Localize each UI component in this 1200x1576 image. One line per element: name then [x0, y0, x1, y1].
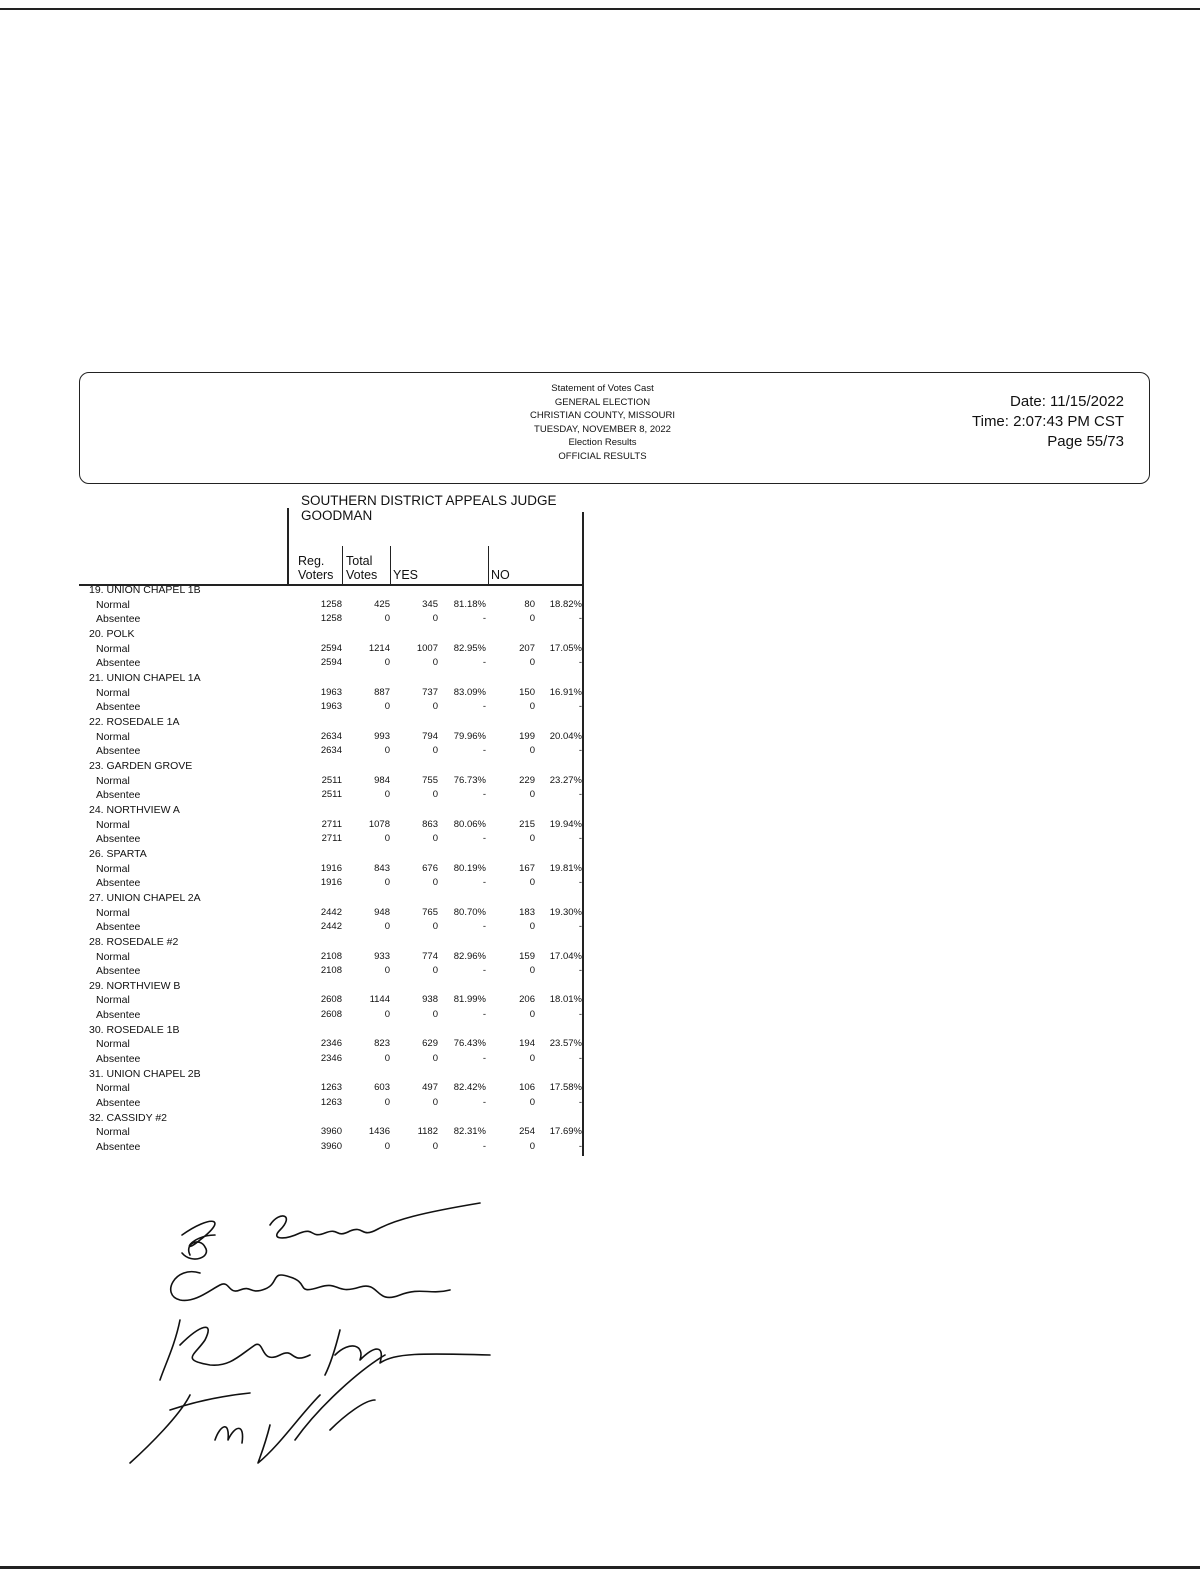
precinct-name: 24. NORTHVIEW A — [89, 803, 180, 816]
cell-no: 229 — [519, 774, 535, 786]
cell-yes-pct: 76.43% — [453, 1038, 486, 1050]
cell-yes-pct: 76.73% — [453, 774, 486, 786]
cell-total: 0 — [384, 921, 390, 933]
cell-no-pct: - — [578, 877, 582, 889]
cell-no-pct: 18.82% — [549, 598, 582, 610]
cell-total: 0 — [384, 877, 390, 889]
precinct-name: 20. POLK — [89, 627, 135, 640]
cell-yes: 1182 — [417, 1126, 438, 1138]
precinct-name: 32. CASSIDY #2 — [89, 1111, 168, 1124]
column-divider — [342, 546, 343, 584]
cell-reg: 2442 — [320, 921, 342, 933]
cell-no-pct: 23.57% — [549, 1038, 582, 1050]
table-row — [0, 1008, 600, 1023]
vote-type-label: Absentee — [96, 745, 141, 758]
cell-yes-pct: - — [482, 745, 486, 757]
cell-total: 1214 — [368, 642, 390, 654]
cell-no: 159 — [519, 950, 535, 962]
precinct-name: 28. ROSEDALE #2 — [89, 935, 179, 948]
precinct-row — [0, 1111, 600, 1126]
cell-yes: 0 — [432, 965, 438, 977]
cell-no-pct: 17.05% — [549, 642, 582, 654]
column-label: Reg. — [298, 554, 325, 568]
cell-no: 0 — [529, 877, 535, 889]
cell-total: 823 — [374, 1038, 390, 1050]
cell-yes-pct: - — [482, 1141, 486, 1153]
cell-yes-pct: - — [482, 1009, 486, 1021]
vote-type-label: Absentee — [96, 613, 141, 626]
cell-no-pct: - — [578, 789, 582, 801]
cell-yes-pct: - — [482, 965, 486, 977]
vote-type-label: Normal — [96, 774, 130, 787]
table-row — [0, 832, 600, 847]
vote-type-label: Normal — [96, 598, 130, 611]
cell-yes-pct: 82.96% — [453, 950, 486, 962]
cell-reg: 2108 — [320, 950, 342, 962]
cell-total: 1078 — [368, 818, 390, 830]
column-total-votes — [346, 554, 377, 582]
column-divider — [390, 546, 391, 584]
precinct-row — [0, 891, 600, 906]
cell-no-pct: - — [578, 965, 582, 977]
table-row — [0, 1140, 600, 1155]
cell-reg: 2634 — [320, 730, 342, 742]
cell-no: 0 — [529, 657, 535, 669]
cell-yes: 0 — [432, 1009, 438, 1021]
cell-total: 0 — [384, 1009, 390, 1021]
cell-no: 167 — [519, 862, 535, 874]
handwritten-signatures-icon — [120, 1195, 500, 1480]
cell-no-pct: - — [578, 745, 582, 757]
cell-total: 0 — [384, 833, 390, 845]
cell-yes: 765 — [422, 906, 438, 918]
vote-type-label: Normal — [96, 994, 130, 1007]
cell-no: 0 — [529, 701, 535, 713]
cell-no: 0 — [529, 745, 535, 757]
cell-no-pct: 16.91% — [549, 686, 582, 698]
cell-yes-pct: 80.19% — [453, 862, 486, 874]
cell-reg: 2346 — [320, 1053, 342, 1065]
cell-no: 254 — [519, 1126, 535, 1138]
cell-no-pct: 19.94% — [549, 818, 582, 830]
cell-no-pct: 20.04% — [549, 730, 582, 742]
cell-yes: 0 — [432, 1097, 438, 1109]
cell-yes: 0 — [432, 789, 438, 801]
cell-reg: 2711 — [321, 833, 342, 845]
cell-yes: 755 — [422, 774, 438, 786]
vote-type-label: Normal — [96, 818, 130, 831]
table-row — [0, 1125, 600, 1140]
cell-reg: 2442 — [320, 906, 342, 918]
vote-type-label: Absentee — [96, 1097, 141, 1110]
vote-type-label: Normal — [96, 642, 130, 655]
cell-no: 0 — [529, 613, 535, 625]
cell-no-pct: 19.30% — [549, 906, 582, 918]
precinct-row — [0, 715, 600, 730]
contest-title — [301, 493, 557, 523]
cell-yes: 629 — [422, 1038, 438, 1050]
vote-type-label: Absentee — [96, 1053, 141, 1066]
cell-total: 0 — [384, 1141, 390, 1153]
cell-yes-pct: - — [482, 657, 486, 669]
cell-yes: 794 — [422, 730, 438, 742]
cell-no: 183 — [519, 906, 535, 918]
precinct-row — [0, 803, 600, 818]
cell-reg: 2594 — [320, 657, 342, 669]
top-scan-border — [0, 8, 1200, 10]
cell-no: 80 — [524, 598, 535, 610]
cell-no: 0 — [529, 921, 535, 933]
cell-total: 887 — [374, 686, 390, 698]
cell-no-pct: 17.69% — [549, 1126, 582, 1138]
cell-total: 0 — [384, 1053, 390, 1065]
cell-reg: 2511 — [321, 789, 342, 801]
cell-yes-pct: 81.18% — [453, 598, 486, 610]
cell-no: 215 — [519, 818, 535, 830]
cell-yes: 497 — [422, 1082, 438, 1094]
table-row — [0, 906, 600, 921]
cell-reg: 3960 — [320, 1141, 342, 1153]
header-line: Statement of Votes Cast — [551, 383, 654, 394]
cell-reg: 2511 — [321, 774, 342, 786]
cell-no: 0 — [529, 965, 535, 977]
cell-yes-pct: 81.99% — [453, 994, 486, 1006]
cell-no-pct: 23.27% — [549, 774, 582, 786]
cell-reg: 1916 — [320, 862, 342, 874]
cell-yes: 863 — [422, 818, 438, 830]
table-row — [0, 1081, 600, 1096]
cell-total: 603 — [374, 1082, 390, 1094]
cell-total: 0 — [384, 965, 390, 977]
cell-yes-pct: 83.09% — [453, 686, 486, 698]
precinct-name: 19. UNION CHAPEL 1B — [89, 584, 201, 596]
cell-total: 1144 — [369, 994, 390, 1006]
table-row — [0, 1052, 600, 1067]
column-divider — [488, 546, 489, 584]
precinct-row — [0, 583, 600, 598]
cell-yes: 774 — [422, 950, 438, 962]
page-number: Page 55/73 — [1047, 433, 1124, 450]
cell-yes-pct: - — [482, 701, 486, 713]
precinct-name: 29. NORTHVIEW B — [89, 979, 181, 992]
report-time: Time: 2:07:43 PM CST — [972, 413, 1124, 430]
cell-yes: 0 — [432, 657, 438, 669]
precinct-row — [0, 759, 600, 774]
vote-type-label: Absentee — [96, 701, 141, 714]
candidate-name: GOODMAN — [301, 508, 373, 523]
precinct-name: 26. SPARTA — [89, 847, 147, 860]
cell-no-pct: - — [578, 701, 582, 713]
table-row — [0, 862, 600, 877]
cell-yes: 0 — [432, 613, 438, 625]
cell-no-pct: 17.04% — [549, 950, 582, 962]
cell-yes-pct: - — [482, 1097, 486, 1109]
precinct-name: 22. ROSEDALE 1A — [89, 715, 180, 728]
cell-no: 150 — [519, 686, 535, 698]
column-reg-voters — [298, 554, 333, 582]
cell-no: 0 — [529, 1009, 535, 1021]
cell-yes: 0 — [432, 1053, 438, 1065]
vote-type-label: Normal — [96, 1126, 130, 1139]
cell-total: 0 — [384, 1097, 390, 1109]
cell-yes: 1007 — [416, 642, 438, 654]
cell-yes-pct: 80.70% — [453, 906, 486, 918]
cell-yes: 345 — [422, 598, 438, 610]
table-row — [0, 993, 600, 1008]
cell-yes: 0 — [432, 701, 438, 713]
cell-yes: 0 — [432, 877, 438, 889]
cell-total: 993 — [374, 730, 390, 742]
cell-yes-pct: - — [482, 789, 486, 801]
table-row — [0, 730, 600, 745]
cell-no-pct: 17.58% — [549, 1082, 582, 1094]
cell-reg: 1963 — [320, 686, 342, 698]
cell-no-pct: - — [578, 613, 582, 625]
vote-type-label: Normal — [96, 862, 130, 875]
precinct-row — [0, 1023, 600, 1038]
report-meta — [972, 392, 1124, 452]
table-row — [0, 598, 600, 613]
cell-no-pct: 19.81% — [549, 862, 582, 874]
cell-total: 984 — [374, 774, 390, 786]
cell-reg: 3960 — [320, 1126, 342, 1138]
cell-no: 206 — [519, 994, 535, 1006]
cell-reg: 2711 — [321, 818, 342, 830]
cell-no-pct: 18.01% — [549, 994, 582, 1006]
cell-reg: 1916 — [320, 877, 342, 889]
header-line: CHRISTIAN COUNTY, MISSOURI — [530, 410, 675, 422]
cell-yes-pct: - — [482, 1053, 486, 1065]
cell-yes-pct: 82.31% — [453, 1126, 486, 1138]
cell-total: 0 — [384, 789, 390, 801]
table-vertical-rule — [287, 508, 289, 585]
vote-type-label: Normal — [96, 686, 130, 699]
table-row — [0, 1096, 600, 1111]
cell-yes: 0 — [432, 745, 438, 757]
precinct-name: 31. UNION CHAPEL 2B — [89, 1067, 201, 1080]
vote-type-label: Normal — [96, 730, 130, 743]
table-row — [0, 788, 600, 803]
header-line: TUESDAY, NOVEMBER 8, 2022 — [534, 423, 671, 435]
column-label: Total — [346, 554, 373, 568]
cell-no: 106 — [519, 1082, 535, 1094]
vote-type-label: Normal — [96, 1082, 130, 1095]
table-row — [0, 656, 600, 671]
table-row — [0, 744, 600, 759]
vote-type-label: Normal — [96, 906, 130, 919]
cell-yes-pct: - — [482, 833, 486, 845]
cell-yes: 0 — [432, 1141, 438, 1153]
cell-total: 1436 — [368, 1126, 390, 1138]
contest-name: SOUTHERN DISTRICT APPEALS JUDGE — [301, 493, 557, 508]
precinct-name: 27. UNION CHAPEL 2A — [89, 891, 201, 904]
cell-yes: 0 — [432, 921, 438, 933]
cell-no: 0 — [529, 789, 535, 801]
table-row — [0, 876, 600, 891]
cell-yes: 0 — [432, 833, 438, 845]
cell-reg: 1258 — [320, 598, 342, 610]
cell-yes-pct: 79.96% — [453, 730, 486, 742]
vote-type-label: Normal — [96, 1038, 130, 1051]
precinct-row — [0, 979, 600, 994]
cell-reg: 2108 — [320, 965, 342, 977]
cell-total: 948 — [374, 906, 390, 918]
cell-no: 0 — [529, 1141, 535, 1153]
header-line: GENERAL ELECTION — [554, 396, 651, 408]
cell-reg: 2608 — [320, 994, 342, 1006]
cell-yes: 737 — [422, 686, 438, 698]
table-row — [0, 950, 600, 965]
cell-no: 199 — [519, 730, 535, 742]
cell-total: 0 — [384, 613, 390, 625]
precinct-row — [0, 1067, 600, 1082]
cell-no: 207 — [519, 642, 535, 654]
vote-type-label: Absentee — [96, 657, 141, 670]
header-line: Election Results — [568, 437, 637, 449]
bottom-scan-border — [0, 1566, 1200, 1569]
cell-no-pct: - — [578, 1009, 582, 1021]
vote-type-label: Absentee — [96, 789, 141, 802]
cell-reg: 2634 — [320, 745, 342, 757]
table-row — [0, 964, 600, 979]
vote-type-label: Absentee — [96, 1009, 141, 1022]
column-no: NO — [491, 568, 510, 582]
vote-type-label: Normal — [96, 950, 130, 963]
cell-no-pct: - — [578, 921, 582, 933]
cell-total: 0 — [384, 657, 390, 669]
precinct-name: 21. UNION CHAPEL 1A — [89, 671, 201, 684]
precinct-row — [0, 847, 600, 862]
report-header-title — [480, 382, 725, 464]
cell-yes-pct: 82.42% — [453, 1082, 486, 1094]
cell-reg: 2608 — [320, 1009, 342, 1021]
cell-no-pct: - — [578, 1097, 582, 1109]
cell-reg: 2594 — [320, 642, 342, 654]
vote-type-label: Absentee — [96, 877, 141, 890]
precinct-row — [0, 627, 600, 642]
cell-reg: 1963 — [320, 701, 342, 713]
cell-total: 933 — [374, 950, 390, 962]
cell-yes-pct: - — [482, 921, 486, 933]
cell-no: 194 — [519, 1038, 535, 1050]
table-row — [0, 774, 600, 789]
vote-type-label: Absentee — [96, 1141, 141, 1154]
cell-no-pct: - — [578, 833, 582, 845]
column-label: Voters — [298, 568, 334, 582]
table-row — [0, 1037, 600, 1052]
table-row — [0, 612, 600, 627]
cell-total: 425 — [374, 598, 390, 610]
cell-yes: 676 — [422, 862, 438, 874]
column-label: Votes — [346, 568, 378, 582]
report-date: Date: 11/15/2022 — [1010, 393, 1124, 410]
cell-no-pct: - — [578, 657, 582, 669]
table-row — [0, 642, 600, 657]
cell-reg: 1258 — [320, 613, 342, 625]
cell-no: 0 — [529, 1053, 535, 1065]
cell-total: 843 — [374, 862, 390, 874]
cell-yes-pct: 82.95% — [453, 642, 486, 654]
table-row — [0, 920, 600, 935]
table-row — [0, 818, 600, 833]
cell-reg: 1263 — [320, 1082, 342, 1094]
cell-reg: 2346 — [320, 1038, 342, 1050]
cell-no: 0 — [529, 1097, 535, 1109]
column-yes: YES — [393, 568, 419, 582]
cell-yes: 938 — [422, 994, 438, 1006]
precinct-name: 23. GARDEN GROVE — [89, 759, 193, 772]
cell-yes-pct: - — [482, 613, 486, 625]
cell-no-pct: - — [578, 1053, 582, 1065]
cell-yes-pct: 80.06% — [453, 818, 486, 830]
precinct-row — [0, 671, 600, 686]
vote-type-label: Absentee — [96, 921, 141, 934]
cell-total: 0 — [384, 701, 390, 713]
precinct-row — [0, 935, 600, 950]
cell-yes-pct: - — [482, 877, 486, 889]
table-row — [0, 700, 600, 715]
vote-type-label: Absentee — [96, 965, 141, 978]
cell-reg: 1263 — [320, 1097, 342, 1109]
cell-no: 0 — [529, 833, 535, 845]
cell-total: 0 — [384, 745, 390, 757]
table-row — [0, 686, 600, 701]
cell-no-pct: - — [578, 1141, 582, 1153]
precinct-name: 30. ROSEDALE 1B — [89, 1023, 180, 1036]
vote-type-label: Absentee — [96, 833, 141, 846]
header-line: OFFICIAL RESULTS — [558, 450, 647, 462]
